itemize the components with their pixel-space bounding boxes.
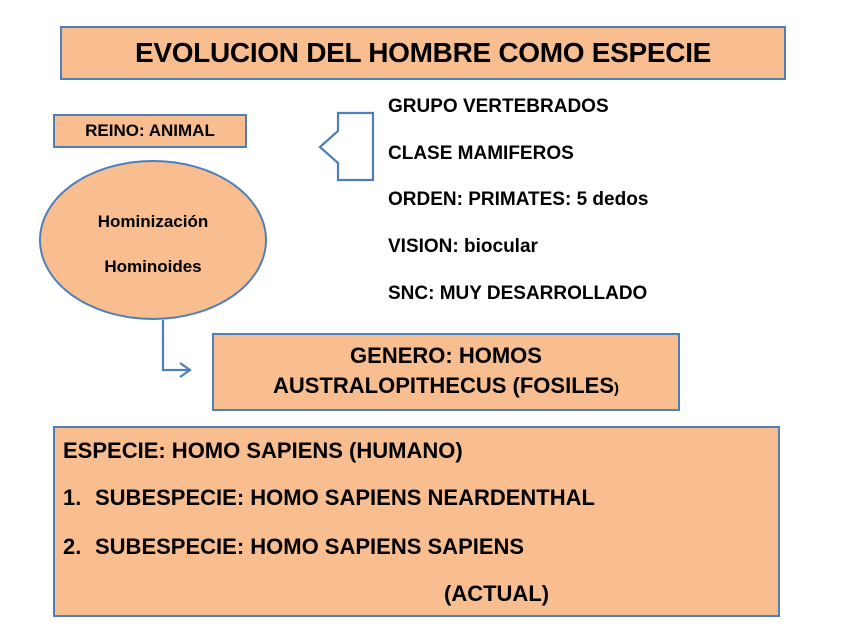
especie-header: ESPECIE: HOMO SAPIENS (HUMANO) bbox=[63, 438, 463, 463]
hominizacion-ellipse bbox=[39, 160, 267, 320]
genero-line1: GENERO: HOMOS bbox=[350, 342, 542, 368]
genero-line2 bbox=[273, 371, 619, 404]
subespecie-2-actual: (ACTUAL) bbox=[444, 581, 550, 606]
page-title: EVOLUCION DEL HOMBRE COMO ESPECIE bbox=[134, 37, 712, 68]
subespecie-1-number: 1. bbox=[63, 485, 82, 510]
subespecie-2-number: 2. bbox=[63, 534, 82, 559]
subespecie-1: SUBESPECIE: HOMO SAPIENS NEARDENTHAL bbox=[95, 485, 595, 510]
genero-paren: ) bbox=[614, 379, 619, 397]
classification-item: CLASE MAMIFEROS bbox=[388, 143, 574, 164]
subespecie-2: SUBESPECIE: HOMO SAPIENS SAPIENS bbox=[95, 534, 525, 559]
left-block-arrow bbox=[320, 113, 373, 180]
classification-item: GRUPO VERTEBRADOS bbox=[388, 96, 609, 117]
reino-label: REINO: ANIMAL bbox=[85, 121, 215, 140]
elbow-connector bbox=[163, 320, 188, 370]
hominizacion-label: Hominización bbox=[97, 212, 209, 231]
genero-box bbox=[212, 333, 680, 411]
classification-item: ORDEN: PRIMATES: 5 dedos bbox=[388, 189, 649, 210]
hominoides-label: Hominoides bbox=[104, 257, 202, 276]
classification-item: SNC: MUY DESARROLLADO bbox=[388, 283, 648, 304]
genero-line2-text: AUSTRALOPITHECUS (FOSILES bbox=[272, 372, 614, 398]
especie-box bbox=[53, 426, 780, 617]
classification-item: VISION: biocular bbox=[388, 236, 538, 257]
